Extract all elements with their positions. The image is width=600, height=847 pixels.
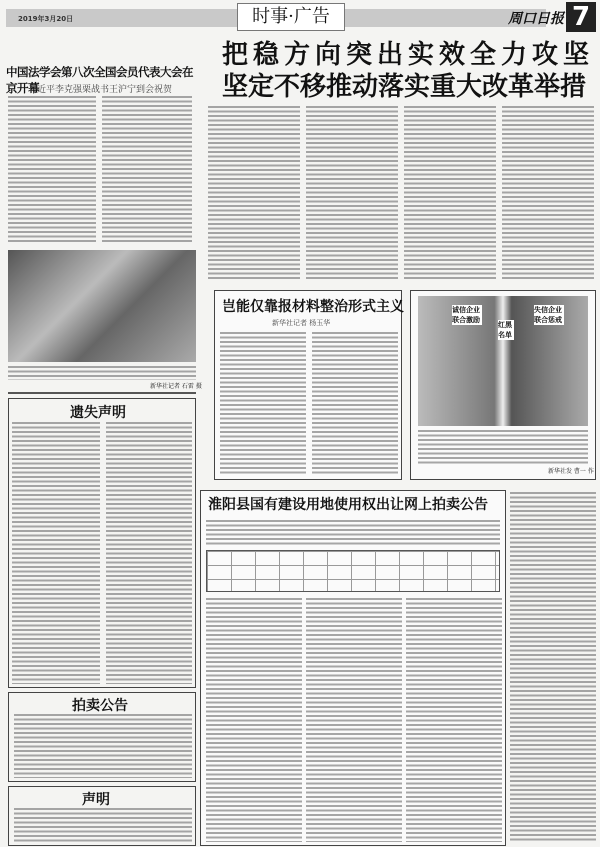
- newspaper-logo: 周口日报: [508, 11, 564, 27]
- page-number: 7: [566, 2, 596, 32]
- cartoon-credit: 新华社发 曹一 作: [548, 468, 594, 475]
- article-text: [208, 106, 300, 280]
- auction-notice-title: 拍卖公告: [72, 698, 128, 714]
- article-text: [306, 598, 402, 842]
- article-text: [220, 332, 306, 474]
- article-text: [502, 106, 594, 280]
- main-headline-line1: 把稳方向突出实效全力攻坚: [222, 40, 595, 70]
- photo-caption: [8, 366, 196, 380]
- photo-credit: 新华社记者 石雷 摄: [150, 383, 202, 390]
- left-subhead: 习近平李克强栗战书王沪宁到会祝贺: [28, 85, 173, 95]
- cartoon-caption: [418, 430, 588, 464]
- article-text: [206, 598, 302, 842]
- article-text: [510, 492, 596, 842]
- left-headline: 中国法学会第八次全国会员代表大会在京开幕: [6, 65, 193, 95]
- land-table: [206, 550, 500, 592]
- article-text: [404, 106, 496, 280]
- cartoon-label-center: 红黑名单: [498, 321, 512, 339]
- lost-notice-title: 遗失声明: [70, 405, 126, 421]
- commentary-title: 岂能仅靠报材料整治形式主义: [222, 299, 404, 315]
- article-text: [306, 106, 398, 280]
- article-text: [102, 96, 192, 244]
- section-title: 时事·广告: [237, 3, 345, 31]
- article-text: [8, 96, 96, 244]
- article-text: [312, 332, 398, 474]
- article-text: [206, 520, 500, 546]
- notice-text: [106, 422, 192, 684]
- divider: [8, 392, 196, 394]
- land-auction-title: 淮阳县国有建设用地使用权出让网上拍卖公告: [208, 497, 488, 513]
- notice-text: [14, 714, 192, 778]
- article-text: [406, 598, 502, 842]
- notice-text: [12, 422, 100, 684]
- main-headline-line2: 坚定不移推动落实重大改革举措: [222, 72, 587, 102]
- notice-text: [14, 808, 192, 844]
- statement-title: 声明: [82, 792, 110, 808]
- news-photo: [8, 250, 196, 362]
- cartoon-label-right: 失信企业联合惩戒: [534, 306, 562, 324]
- issue-date: 2019年3月20日: [18, 15, 74, 23]
- commentary-byline: 新华社记者 杨玉华: [272, 319, 331, 327]
- cartoon-label-left: 诚信企业联合激励: [452, 306, 480, 324]
